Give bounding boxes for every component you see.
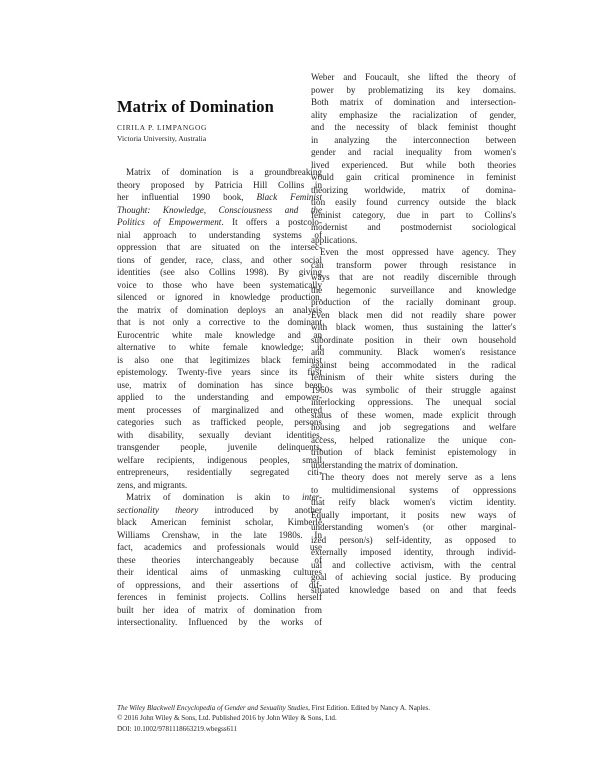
text-line: ferences in feminist projects. Collins herself bbox=[117, 592, 322, 602]
text-line: transgender people, juvenile delinquents, bbox=[117, 442, 322, 452]
text-line: tion easily found currency outside the black bbox=[311, 197, 516, 207]
text-line: tribution of black feminist epistemology in bbox=[311, 447, 516, 457]
text-line: black American feminist scholar, Kimberlé bbox=[117, 517, 322, 527]
text-line: Equally important, it posits new ways of bbox=[311, 509, 516, 520]
text-line: ized person/s) self-identity, as opposed to bbox=[311, 534, 516, 545]
text-line: The theory does not merely serve as a lens bbox=[320, 472, 516, 482]
text-line: the matrix of domination deploys an analysis bbox=[117, 304, 322, 315]
text-line: with disability, sexually deviant identities, bbox=[117, 429, 322, 440]
text-line: applied to the understanding and empower- bbox=[117, 392, 322, 402]
text-line: Both matrix of domination and intersection- bbox=[311, 97, 516, 107]
text-line: would gain critical prominence in feminist bbox=[311, 172, 516, 182]
text-line: situated knowledge based on and that feeds bbox=[311, 584, 516, 595]
text-line: zens, and migrants. bbox=[117, 479, 188, 490]
text-line: intersectionality. Influenced by the works of bbox=[117, 617, 322, 627]
text-line: with black women, thus sustaining the latter's bbox=[311, 322, 516, 332]
text-line: voice to those who have been systematically bbox=[117, 279, 322, 290]
text-line: and community. Black women's resistance bbox=[311, 347, 516, 357]
text-line: Even the most oppressed have agency. They bbox=[320, 247, 516, 257]
text-line: ual and collective activism, with the central bbox=[311, 559, 516, 570]
text-line: subordinate position in their own household bbox=[311, 334, 516, 345]
body-column-right bbox=[311, 71, 516, 596]
text-line: in analyzing the interconnection between bbox=[311, 134, 516, 145]
text-line: applications. bbox=[311, 234, 358, 245]
text-line: the hegemonic surveillance and knowledge bbox=[311, 284, 516, 295]
text-line: nial approach to understanding systems of bbox=[117, 229, 322, 240]
text-line: ality emphasize the racialization of gender, bbox=[311, 109, 516, 120]
text-line: of oppressions, and their assertions of dif- bbox=[117, 579, 322, 590]
text-line: understanding women's (or other marginal- bbox=[311, 522, 516, 532]
edition-editor: , First Edition. Edited by Nancy A. Naples. bbox=[308, 704, 431, 712]
text-line: Matrix of domination is a groundbreaking bbox=[126, 167, 322, 177]
text-line: production of the racially dominant group. bbox=[311, 297, 516, 307]
text-line: understanding the matrix of domination. bbox=[311, 459, 458, 470]
text-line: power by problematizing its key domains. bbox=[311, 84, 516, 95]
text-line: Politics of Empowerment. It offers a postcolo- bbox=[117, 217, 322, 227]
text-line: use, matrix of domination has since been bbox=[117, 379, 322, 390]
copyright-line: © 2016 John Wiley & Sons, Ltd. Published 2016 by John Wiley & Sons, Ltd. bbox=[117, 714, 337, 723]
text-line: categories such as trafficked people, persons bbox=[117, 417, 322, 427]
text-line: goal of achieving social justice. By producing bbox=[311, 572, 516, 582]
article-title: Matrix of Domination bbox=[117, 97, 274, 116]
text-line: tions of gender, race, class, and other social bbox=[117, 254, 322, 265]
text-line: interlocking oppressions. The unequal social bbox=[311, 397, 516, 407]
text-line: and the necessity of black feminist thought bbox=[311, 122, 516, 132]
citation-line-1 bbox=[117, 703, 430, 713]
text-line: her influential 1990 book, Black Feminist bbox=[117, 192, 322, 202]
text-line: ment processes of marginalized and othered bbox=[117, 404, 322, 415]
text-line: access, helped rationalize the unique con- bbox=[311, 434, 516, 445]
text-line: housing and job segregations and welfare bbox=[311, 422, 516, 432]
text-line: against being accommodated in the radical bbox=[311, 359, 516, 370]
text-line: their identical aims of unmasking cultures bbox=[117, 567, 322, 577]
text-line: can transform power through resistance in bbox=[311, 259, 516, 270]
text-line: identities (see also Collins 1998). By giving bbox=[117, 267, 322, 277]
body-column-left bbox=[117, 166, 322, 629]
text-line: welfare recipients, indigenous peoples, small bbox=[117, 454, 322, 465]
text-line: built her idea of matrix of domination from bbox=[117, 604, 322, 615]
text-line: Weber and Foucault, she lifted the theory of bbox=[311, 72, 516, 82]
citation-footer bbox=[117, 703, 430, 734]
author-affiliation: Victoria University, Australia bbox=[117, 134, 207, 143]
text-line: entrepreneurs, residentially segregated citi- bbox=[117, 467, 322, 477]
text-line: that reify black women's victim identity. bbox=[311, 497, 516, 507]
text-line: alternative to white female knowledge; it bbox=[117, 342, 322, 352]
text-line: modernist and postmodernist sociological bbox=[311, 222, 516, 232]
text-line: epistemology. Twenty-five years since its first bbox=[117, 367, 322, 377]
doi-line: DOI: 10.1002/9781118663219.wbegss611 bbox=[117, 724, 237, 733]
text-line: sectionality theory introduced by another bbox=[117, 504, 322, 515]
text-line: ways that are not readily discernible through bbox=[311, 272, 516, 282]
text-line: to multidimensional systems of oppressions bbox=[311, 484, 516, 495]
text-line: status of these women, made explicit through bbox=[311, 409, 516, 420]
text-line: oppression that are situated on the intersec- bbox=[117, 242, 322, 252]
text-line: these theories interchangeably because of bbox=[117, 554, 322, 565]
author-name: CIRILA P. LIMPANGOG bbox=[117, 123, 208, 132]
text-line: Eurocentric white male knowledge and an bbox=[117, 329, 322, 340]
text-line: Even black men did not readily share power bbox=[311, 309, 516, 320]
text-line: lived experienced. But while both theories bbox=[311, 159, 516, 170]
text-line: theorizing worldwide, matrix of domina- bbox=[311, 184, 516, 195]
text-line: silenced or ignored in knowledge production, bbox=[117, 292, 322, 302]
text-line: Thought: Knowledge, Consciousness and the bbox=[117, 204, 322, 215]
text-line: Williams Crenshaw, in the late 1980s. In bbox=[117, 529, 322, 540]
text-line: theory proposed by Patricia Hill Collins in bbox=[117, 179, 322, 190]
text-line: 1960s was symbolic of their struggle against bbox=[311, 384, 516, 395]
text-line: that is not only a corrective to the dominant bbox=[117, 317, 322, 327]
text-line: externally imposed identity, through individ- bbox=[311, 547, 516, 557]
text-line: fact, academics and professionals would use bbox=[117, 542, 322, 552]
text-line: gender and racial inequality from women's bbox=[311, 147, 516, 157]
encyclopedia-title: The Wiley Blackwell Encyclopedia of Gender and Sexuality Studies bbox=[117, 704, 309, 712]
text-line: Matrix of domination is akin to inter- bbox=[126, 492, 322, 502]
text-line: feminism of their white sisters during the bbox=[311, 372, 516, 382]
text-line: is also one that legitimizes black feminist bbox=[117, 354, 322, 365]
text-line: feminist category, due in part to Collins's bbox=[311, 209, 516, 220]
